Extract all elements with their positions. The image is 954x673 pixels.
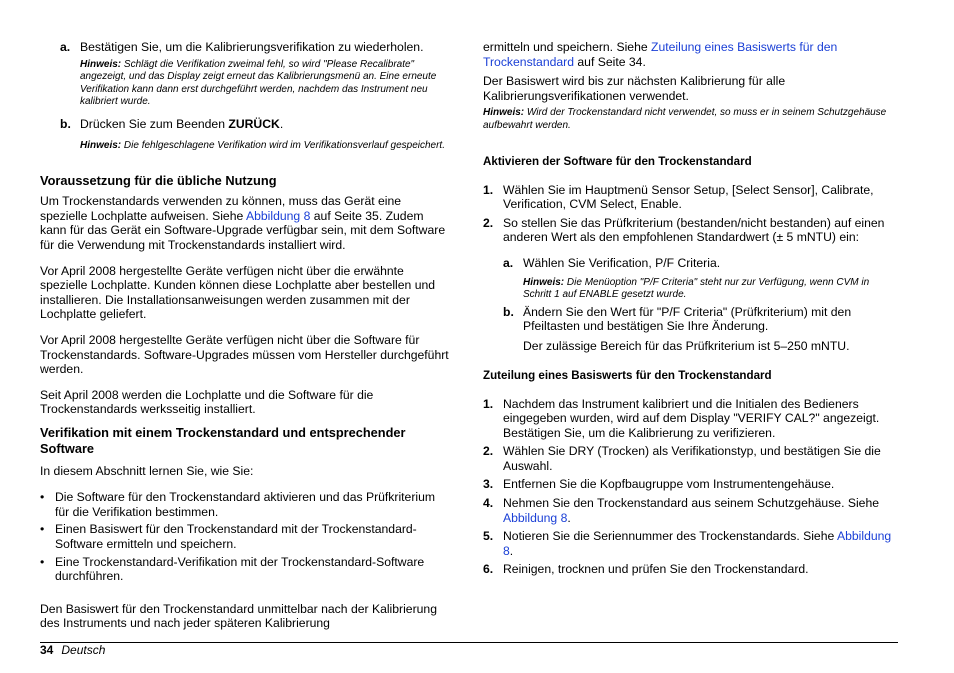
section-heading-assign: Zuteilung eines Basiswerts für den Trockenstandard xyxy=(483,368,772,382)
bullet-item xyxy=(40,490,450,519)
note-text: Schlägt die Verifikation zweimal fehl, so wird "Please Recalibrate" angezeigt, und das Display zeigt erneut das Kalibrierungsmenü an. Eine erneute Verifikation kann dann erst durchgeführt werden, nachdem das Instrument neu kalibriert wurde. xyxy=(80,58,437,108)
step-marker: 2. xyxy=(483,444,494,459)
numbered-step xyxy=(483,397,898,441)
step-text xyxy=(80,117,450,132)
step-marker: a. xyxy=(503,255,514,270)
link-abbildung-8[interactable]: Abbildung 8 xyxy=(503,529,892,558)
step-text: So stellen Sie das Prüfkriterium (bestanden/nicht bestanden) auf einen anderen Wert als den empfohlenen Standardwert (± 5 mNTU) ein: xyxy=(503,215,885,245)
step-text-part: . xyxy=(567,510,571,525)
link-abbildung-8[interactable]: Abbildung 8 xyxy=(503,510,568,525)
sub-step-b xyxy=(483,305,898,334)
note-text: Die Menüoption "P/F Criteria" steht nur zur Verfügung, wenn CVM in Schritt 1 auf ENABLE gesetzt wurde. xyxy=(523,276,870,301)
step-text: Nachdem das Instrument kalibriert und die Initialen des Bedieners eingegeben wurden, wird auf dem Display "VERIFY CAL?" angezeigt. Bestätigen Sie, um die Kalibrierung zu verifizieren. xyxy=(503,396,880,440)
page-number: 34 xyxy=(40,643,54,657)
step-text: Ändern Sie den Wert für "P/F Criteria" (Prüfkriterium) mit den Pfeiltasten und bestätigen Sie Ihre Änderung. xyxy=(523,304,852,334)
paragraph: Vor April 2008 hergestellte Geräte verfügen nicht über die Software für Trockenstandards. Software-Upgrades müssen vom Hersteller durchgeführt werden. xyxy=(40,332,449,377)
numbered-step xyxy=(483,216,898,245)
bullet-mark: • xyxy=(40,554,45,569)
bullet-item xyxy=(40,555,450,584)
bullet-mark: • xyxy=(40,490,45,505)
numbered-step xyxy=(483,444,898,473)
step-marker: 6. xyxy=(483,562,494,577)
step-marker: b. xyxy=(60,116,71,131)
paragraph xyxy=(40,194,450,252)
note xyxy=(40,59,450,109)
footer-divider xyxy=(40,642,898,643)
step-marker: a. xyxy=(60,40,71,54)
note-label: Hinweis: xyxy=(80,139,122,151)
right-column xyxy=(483,40,898,577)
paragraph: Den Basiswert für den Trockenstandard unmittelbar nach der Kalibrierung des Instruments und nach jeder späteren Kalibrierung xyxy=(40,601,437,631)
link-zuteilung-basiswert[interactable]: Zuteilung eines Basiswerts für den Trockenstandard xyxy=(483,40,838,69)
step-text xyxy=(503,529,898,558)
bullet-text: Eine Trockenstandard-Verifikation mit der Trockenstandard-Software durchführen. xyxy=(55,554,425,584)
step-a xyxy=(40,40,450,55)
step-marker: 1. xyxy=(483,396,494,411)
numbered-step xyxy=(483,562,898,577)
step-text: Entfernen Sie die Kopfbaugruppe vom Instrumentengehäuse. xyxy=(503,477,835,492)
step-marker: 2. xyxy=(483,215,494,230)
step-marker: b. xyxy=(503,304,514,319)
step-text-part: Drücken Sie zum Beenden xyxy=(80,116,225,131)
note-text: Die fehlgeschlagene Verifikation wird im Verifikationsverlauf gespeichert. xyxy=(123,139,445,151)
note xyxy=(483,277,898,302)
bold-keyword: ZURÜCK xyxy=(228,116,280,131)
bullet-item xyxy=(40,522,450,551)
step-text-part: . xyxy=(279,116,284,131)
step-text: Wählen Sie DRY (Trocken) als Verifikationstyp, und bestätigen Sie die Auswahl. xyxy=(503,444,881,473)
step-marker: 5. xyxy=(483,529,494,544)
paragraph-part: auf Seite 35. Zudem kann für das Gerät ein Software-Upgrade verfügbar sein, mit dem Software für die Verwendung mit Trockenstandards installiert wird. xyxy=(40,208,446,252)
numbered-step xyxy=(483,183,898,212)
step-b xyxy=(40,117,450,132)
paragraph-part: Um Trockenstandards verwenden zu können, muss das Gerät eine spezielle Lochplatte aufweisen. Siehe xyxy=(40,194,402,223)
paragraph: Der Basiswert wird bis zur nächsten Kalibrierung für alle Kalibrierungsverifikationen verwendet. xyxy=(483,74,786,103)
bullet-mark: • xyxy=(40,522,45,537)
note-text: Wird der Trockenstandard nicht verwendet, so muss er in seinem Schutzgehäuse aufbewahrt werden. xyxy=(483,107,887,131)
sub-step-a xyxy=(483,256,898,271)
paragraph-part: ermitteln und speichern. Siehe xyxy=(483,40,648,54)
bullet-text: Die Software für den Trockenstandard aktivieren und das Prüfkriterium für die Verifikation bestimmen. xyxy=(55,490,436,519)
paragraph: Vor April 2008 hergestellte Geräte verfügen nicht über die erwähnte spezielle Lochplatte. Kunden können diese Lochplatte aber bestellen und installieren. Die Installationsanweisungen werden zusammen mit der Lochplatte geliefert. xyxy=(40,263,436,322)
section-heading-prereq: Voraussetzung für die übliche Nutzung xyxy=(40,173,277,189)
step-text: Bestätigen Sie, um die Kalibrierungsverifikation zu wiederholen. xyxy=(80,40,424,54)
link-abbildung-8[interactable]: Abbildung 8 xyxy=(245,208,311,223)
section-heading-verification: Verifikation mit einem Trockenstandard und entsprechender Software xyxy=(40,424,406,457)
numbered-step xyxy=(483,477,898,492)
footer-language: Deutsch xyxy=(61,643,106,657)
step-text-part: . xyxy=(509,543,514,558)
paragraph: Seit April 2008 werden die Lochplatte und die Software für die Trockenstandards werksseitig installiert. xyxy=(40,387,374,417)
paragraph xyxy=(483,40,898,69)
left-column xyxy=(40,40,450,631)
note-label: Hinweis: xyxy=(483,107,525,119)
step-text-part: Notieren Sie die Seriennummer des Trockenstandards. Siehe xyxy=(503,529,835,544)
step-text: Reinigen, trocknen und prüfen Sie den Trockenstandard. xyxy=(503,562,809,577)
step-marker: 3. xyxy=(483,477,494,492)
step-text: Wählen Sie Verification, P/F Criteria. xyxy=(523,255,721,270)
section-heading-activate: Aktivieren der Software für den Trockenstandard xyxy=(483,154,752,168)
note xyxy=(483,107,898,132)
note xyxy=(40,140,450,153)
numbered-step xyxy=(483,496,898,525)
step-marker: 4. xyxy=(483,496,494,511)
step-text: Wählen Sie im Hauptmenü Sensor Setup, [Select Sensor], Calibrate, Verification, CVM Select, Enable. xyxy=(503,182,874,212)
step-text-part: Nehmen Sie den Trockenstandard aus seinem Schutzgehäuse. Siehe xyxy=(503,496,880,511)
sub-step-b-continuation: Der zulässige Bereich für das Prüfkriterium ist 5–250 mNTU. xyxy=(523,338,850,353)
bullet-text: Einen Basiswert für den Trockenstandard mit der Trockenstandard-Software ermitteln und speichern. xyxy=(55,522,417,552)
note-label: Hinweis: xyxy=(523,276,565,288)
step-marker: 1. xyxy=(483,182,494,197)
step-text xyxy=(503,496,898,525)
numbered-step xyxy=(483,529,898,558)
intro-text: In diesem Abschnitt lernen Sie, wie Sie: xyxy=(40,463,254,478)
page-footer xyxy=(40,643,105,657)
paragraph-part: auf Seite 34. xyxy=(577,54,646,69)
note-label: Hinweis: xyxy=(80,58,122,70)
